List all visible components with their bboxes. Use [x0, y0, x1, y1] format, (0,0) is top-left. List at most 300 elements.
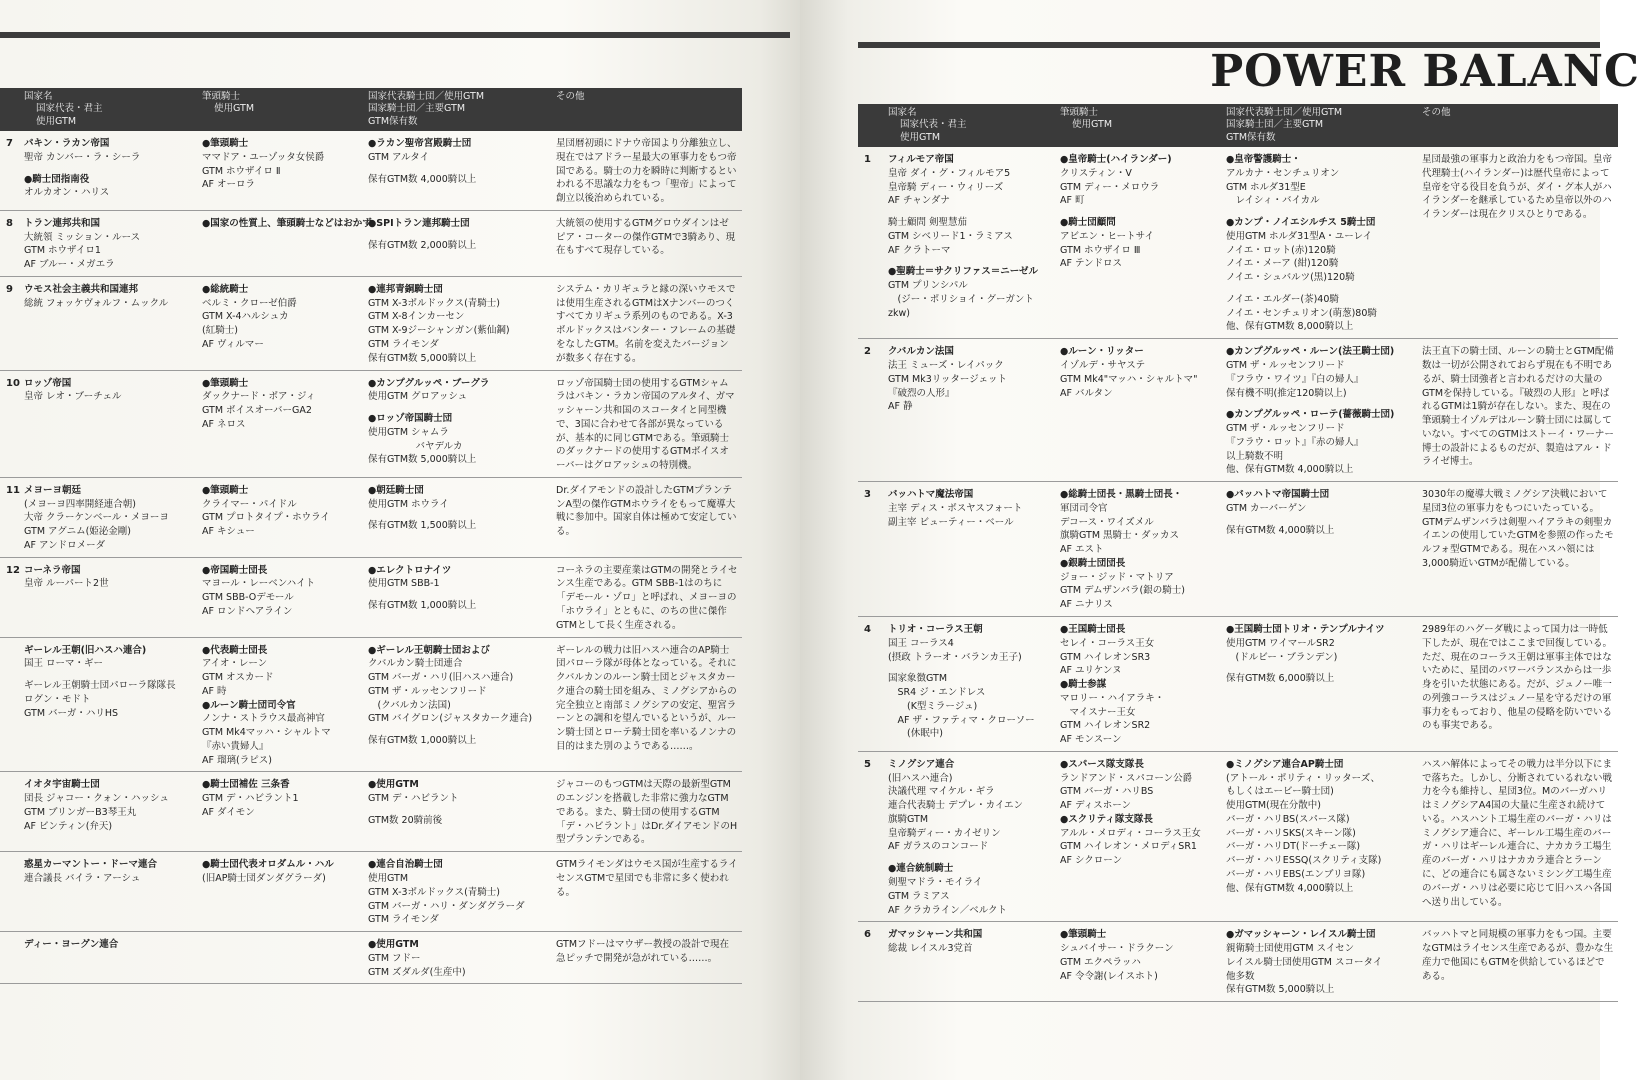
cell-line: AF ブルー・メガエラ: [24, 259, 115, 271]
cell-line: ノイエ・センチュリオン(萌葱)80騎: [1226, 307, 1377, 319]
cell-line: AF バルタン: [1060, 387, 1113, 399]
cell-line: パキン・ラカン帝国: [24, 138, 110, 150]
cell-line: AF 静: [888, 401, 913, 413]
cell-line: ●カンプグルッペ・ローテ(薔薇騎士団): [1226, 409, 1395, 421]
other-text: システム・カリギュラと縁の深いウモスでは使用生産されるGTMはXナンバーのつくすべてカリギュラ系列のものである。X-3ボルドックスはバンター・フレームの基礎をなしたGTM。名前を変えたバージョンが数多く存在する。: [556, 283, 736, 364]
left-header-row: [0, 88, 742, 131]
country-cell: [20, 852, 198, 932]
cell-line: [24, 671, 194, 679]
cell-line: セレイ・コーラス王女: [1060, 637, 1155, 649]
cell-line: [368, 726, 548, 734]
cell-line: GTM X-9ジーシャンガン(紫仙鋼): [368, 325, 510, 337]
other-text: バッハトマと同規模の軍事力をもつ国。主要なGTMはライセンス生産であるが、豊かな生産力で他国にもGTMを供給しているほどである。: [1422, 929, 1614, 982]
cell-line: マヨール・レーベンハイト: [202, 578, 316, 590]
rep-cell: [364, 131, 552, 210]
rep-cell: [364, 276, 552, 370]
cell-line: オルカオン・ハリス: [24, 187, 110, 199]
table-row: [0, 852, 742, 932]
cell-line: 主宰 ディス・ボスヤスフォート: [888, 502, 1023, 514]
cell-line: 保有GTM数 1,000騎以上: [368, 735, 477, 747]
cell-line: ●筆頭騎士: [202, 377, 249, 389]
cell-line: ●SPIトラン連邦騎士団: [368, 217, 470, 229]
cell-line: AF クラカライン／ベルクト: [888, 904, 1008, 916]
cell-line: GTM ブリンガーB3琴王丸: [24, 806, 137, 818]
other-text: Dr.ダイアモンドの設計したGTMプランテンA型の傑作GTMホウライをもって魔導大戦に参加中。国家自体は極めて安定している。: [556, 484, 737, 538]
rep-cell: [1222, 482, 1418, 617]
cell-line: ●連合統制騎士: [888, 863, 954, 875]
cell-line: ●聖騎士＝サクリファス＝ニーゼル: [888, 266, 1039, 278]
cell-line: トリオ・コーラス王朝: [888, 624, 983, 635]
cell-line: (休眠中): [888, 728, 943, 740]
cell-line: 決議代理 マイケル・ギラ: [888, 786, 995, 798]
cell-line: GTM フドー: [368, 952, 421, 964]
cell-line: 他、保有GTM数 4,000騎以上: [1226, 882, 1354, 894]
country-cell: [20, 477, 198, 557]
cell-line: 大統領 ミッション・ルース: [24, 231, 141, 243]
cell-line: GTM ザ・ルッセンフリード: [1226, 359, 1345, 371]
cell-line: ●ルーン騎士団司令官: [202, 699, 296, 711]
rep-cell: [1222, 617, 1418, 752]
cell-line: ●国家の性質上、筆頭騎士などはおかず。: [202, 217, 381, 229]
cell-line: ノイエ・ロット(赤)120騎: [1226, 244, 1336, 256]
row-number: 7: [0, 131, 20, 210]
cell-line: GTM ズダルダ(生産中): [368, 966, 466, 978]
cell-line: [368, 231, 548, 239]
cell-line: 保有GTM数 5,000騎以上: [368, 352, 477, 364]
row-number: 8: [0, 210, 20, 276]
cell-line: クバルカン騎士団連合: [368, 658, 463, 670]
right-header-row: [858, 104, 1618, 147]
cell-line: (ドルビー・ブランデン): [1226, 651, 1338, 663]
country-cell: [20, 370, 198, 477]
cell-line: ●エレクトロナイツ: [368, 564, 452, 576]
country-cell: [884, 339, 1056, 482]
cell-line: [368, 165, 548, 173]
cell-line: [1226, 285, 1414, 293]
knight-cell: [1056, 751, 1222, 921]
cell-line: 『フラウ・ワイツ』『白の婦人』: [1226, 373, 1364, 385]
cell-line: GTM バーガ・ハリ(旧ハスハ連合): [368, 672, 514, 684]
cell-line: GTM デ・ハビラント: [368, 793, 459, 805]
table-row: [858, 751, 1618, 921]
cell-line: 保有GTM数 1,500騎以上: [368, 520, 477, 532]
cell-line: ギーレル王朝騎士団パローラ隊隊長: [24, 680, 176, 692]
cell-line: コーネラ帝国: [24, 564, 81, 576]
table-row: [858, 922, 1618, 1002]
other-text: 星団暦初頭にドナウ帝国より分離独立し、現在ではアドラー星最大の軍事力をもつ帝国である。騎士の力を瞬時に判断するといわれる不思議な力をもつ「聖帝」によって創立以後治められている。: [556, 138, 737, 205]
cell-line: AF 令令謝(レイスホト): [1060, 970, 1158, 982]
other-cell: [1418, 922, 1618, 1002]
table-row: [858, 482, 1618, 617]
cell-line: GTM Mk4マッハ・シャルトマ: [202, 727, 331, 739]
other-cell: [1418, 147, 1618, 339]
power-balance-heading: POWER BALANC: [1210, 46, 1640, 97]
other-cell: [552, 932, 742, 984]
cell-line: 保有機不明(推定120騎以上): [1226, 387, 1347, 399]
other-text: 星団最強の軍事力と政治力をもつ帝国。皇帝代理騎士(ハイランダー)は歴代皇帝によって皇帝を守る役目を負うが、ダイ・グ本人がハイランダーを継承しているため皇帝以外のハイランダーは現在クリスひとりである。: [1422, 154, 1613, 221]
cell-line: 惑星カーマントー・ドーマ連合: [24, 859, 158, 871]
cell-line: ●騎士参謀: [1060, 679, 1107, 691]
row-number: 9: [0, 276, 20, 370]
row-number: 10: [0, 370, 20, 477]
cell-line: 使用GTM SBB-1: [368, 578, 440, 590]
cell-line: AF アンドロメーダ: [24, 539, 106, 551]
cell-line: AF ヴィルマー: [202, 338, 264, 350]
cell-line: ●ミノグシア連合AP騎士団: [1226, 758, 1344, 770]
cell-line: AF ディスホーン: [1060, 800, 1132, 812]
cell-line: ●皇帝騎士(ハイランダー): [1060, 154, 1172, 166]
cell-line: ディー・ヨーグン連合: [24, 939, 119, 951]
other-cell: [552, 276, 742, 370]
cell-line: GTM ザ・ルッセンフリード: [1226, 423, 1345, 435]
cell-line: ダックナード・ボア・ジィ: [202, 391, 316, 403]
other-text: GTMライモンダはウモス国が生産するライセンスGTMで星団でも非常に多く使われる。: [556, 859, 738, 898]
cell-line: AF クラトーマ: [888, 244, 951, 256]
cell-line: (摂政 トラーオ・バランカ王子): [888, 651, 1022, 663]
cell-line: GTM数 20騎前後: [368, 814, 443, 826]
row-number: 5: [858, 751, 884, 921]
cell-line: 『破烈の人形』: [888, 387, 955, 399]
cell-line: 保有GTM数 4,000騎以上: [1226, 524, 1335, 536]
cell-line: ●王国騎士団長: [1060, 624, 1126, 635]
cell-line: ●筆頭騎士: [202, 138, 249, 150]
cell-line: ●筆頭騎士: [202, 484, 249, 496]
cell-line: ●帝国騎士団長: [202, 564, 268, 576]
cell-line: アビエン・ヒートサイ: [1060, 230, 1154, 242]
row-number: [0, 932, 20, 984]
other-text: ギーレルの戦力は旧ハスハ連合のAP騎士団パローラ隊が母体となっている。それにクバルカンのルーン騎士団とジャスタカーク連合の騎士団を組み、ミノグシアからの完全独立と南部ミノグシアの安定、聖宮ラーンとの調和を望んでいるというが、ルーン騎士団とローテ騎士団を率いるノンナの目的はまた別のようである……。: [556, 644, 737, 752]
cell-line: ウモス社会主義共和国連邦: [24, 283, 139, 295]
other-cell: [552, 210, 742, 276]
cell-line: 『フラウ・ロット』『赤の婦人』: [1226, 436, 1364, 448]
cell-line: ●ルーン・リッター: [1060, 346, 1144, 358]
cell-line: レイシィ・バイカル: [1226, 195, 1320, 207]
rep-cell: [364, 477, 552, 557]
country-cell: [20, 131, 198, 210]
other-text: ロッゾ帝国騎士団の使用するGTMシャムラはパキン・ラカン帝国のアルタイ、ガマッシャーン共和国のスコータイと同型機で、3国に合わせて各部が異なっているが、基本的に同じGTMである。筆頭騎士のダックナードの使用するGTMボイスオーバーはグロアッシュの特別機。: [556, 377, 735, 472]
cell-line: 皇帝 レオ・ブーチェル: [24, 391, 122, 403]
cell-line: 旗騎GTM 黒騎士・ダッカス: [1060, 530, 1180, 542]
knight-cell: [1056, 922, 1222, 1002]
knight-cell: [198, 370, 364, 477]
rep-cell: [1222, 147, 1418, 339]
cell-line: イオタ宇宙騎士団: [24, 779, 100, 791]
cell-line: 連合議長 バイラ・アーシュ: [24, 873, 141, 885]
table-row: [0, 477, 742, 557]
cell-line: GTM Mk4"マッハ・シャルトマ": [1060, 373, 1198, 385]
cell-line: GTM デムザンバラ(銀の騎士): [1060, 585, 1185, 597]
cell-line: GTM X-4ハルシュカ: [202, 311, 289, 323]
cell-line: ●騎士団指南役: [24, 173, 90, 185]
right-header-num: [858, 104, 884, 147]
cell-line: ●王国騎士団トリオ・テンプルナイツ: [1226, 624, 1385, 635]
cell-line: GTM ライモンダ: [368, 914, 439, 926]
cell-line: [368, 591, 548, 599]
cell-line: [368, 511, 548, 519]
cell-line: 剣聖マドラ・モイライ: [888, 877, 983, 889]
knight-cell: [198, 772, 364, 852]
knight-cell: [198, 637, 364, 772]
cell-line: AF ザ・ファティマ・クローソー: [888, 714, 1035, 726]
cell-line: GTM オスカード: [202, 672, 274, 684]
cell-line: ●使用GTM: [368, 779, 419, 791]
row-number: 2: [858, 339, 884, 482]
other-cell: [1418, 617, 1618, 752]
cell-line: デコース・ワイズメル: [1060, 516, 1154, 528]
rep-cell: [1222, 339, 1418, 482]
knight-cell: [198, 477, 364, 557]
table-row: [0, 772, 742, 852]
row-number: 6: [858, 922, 884, 1002]
cell-line: [1226, 516, 1414, 524]
cell-line: メヨーヨ朝廷: [24, 484, 82, 496]
cell-line: GTM ラミアス: [888, 890, 950, 902]
cell-line: GTM X-3ボルドックス(青騎士): [368, 886, 500, 898]
cell-line: ママドア・ユーゾッタ女侯爵: [202, 151, 325, 163]
cell-line: 他多数: [1226, 970, 1255, 982]
other-text: ジャコーのもつGTMは天際の最新型GTMのエンジンを搭載した非常に強力なGTMである。また、騎士団の使用するGTM「デ・ハビラント」はDr.ダイアモンドのH型プランテンである。: [556, 779, 738, 846]
other-text: コーネラの主要産業はGTMの開発とライセンス生産である。GTM SBB-1はのちに「デモール・ゾロ」と呼ばれ、メヨーヨの「ホウライ」とともに、のちの世に傑作GTMとして長く生産される。: [556, 564, 738, 631]
cell-line: AF ガラスのコンコード: [888, 841, 989, 853]
other-cell: [552, 131, 742, 210]
other-text: ハスハ解体によってその戦力は半分以下にまで落ちた。しかし、分断されているれない戦力を今も維持し、星団3位。MのバーガハリはミノグシアA4国の大量に生産され続けている。ハスハント工場生産のバーガ・ハリはミノグシア連合に、ギーレル工場生産のバーガ・ハリはギーレル連合に、ナカカラ工場生産のバーガ・ハリはナカカラ連合とラーンに、どの連合にも属さないミシング工場生産のバーガ・ハリは必要に応じて旧ハスハ各国へ送り出している。: [1422, 758, 1613, 908]
cell-line: 大帝 クラーケンベール・メヨーヨ: [24, 512, 169, 524]
cell-line: 保有GTM数 6,000騎以上: [1226, 673, 1335, 685]
cell-line: イゾルデ・サヤステ: [1060, 359, 1146, 371]
table-row: [0, 932, 742, 984]
other-text: 法王直下の騎士団、ルーンの騎士とGTM配備数は一切が公開されておらず現在も不明であるが、騎士団強者と言われるだけの大量のGTMを保持している。『破烈の人形』と呼ばれるGTMは1騎が存在しない。また、現在の筆頭騎士イゾルデはルーン騎士団には属していない。すべてのGTMはストーイ・ワーナー博士の設計によるものだが、製造はアル・ドライゼ博士。: [1422, 346, 1614, 468]
cell-line: バーガ・ハリBS(スパース隊): [1226, 813, 1350, 825]
other-cell: [552, 370, 742, 477]
left-page: [0, 0, 800, 1080]
rep-cell: [364, 852, 552, 932]
cell-line: 聖帝 カンバー・ラ・シーラ: [24, 151, 141, 163]
rep-cell: [364, 370, 552, 477]
cell-line: 総裁 レイスル3党首: [888, 943, 973, 955]
table-row: [0, 131, 742, 210]
right-page: [800, 0, 1640, 1080]
knight-cell: [1056, 617, 1222, 752]
cell-line: AF シクローン: [1060, 855, 1123, 867]
knight-cell: [1056, 482, 1222, 617]
left-header-knight: 筆頭騎士 使用GTM: [198, 88, 364, 131]
cell-line: ●総騎士団長・黒騎士団長・: [1060, 489, 1183, 501]
cell-line: 国王 ローマ・ギー: [24, 658, 104, 670]
country-cell: [884, 617, 1056, 752]
right-header-other: その他: [1418, 104, 1618, 147]
cell-line: ●代表騎士団長: [202, 644, 268, 656]
cell-line: SR4 ジ・エンドレス: [888, 687, 986, 699]
cell-line: (クバルカン法国): [368, 699, 451, 711]
cell-line: 保有GTM数 1,000騎以上: [368, 600, 477, 612]
cell-line: バッハトマ魔法帝国: [888, 489, 974, 501]
cell-line: ●使用GTM: [368, 939, 419, 951]
cell-line: [24, 165, 194, 173]
cell-line: 使用GTM ホルダ31型A・ユーレイ: [1226, 230, 1373, 242]
other-cell: [552, 637, 742, 772]
cell-line: ●カンプグルッペ・ブーグラ: [368, 377, 490, 389]
other-text: GTMフドーはマウザー教授の設計で現在急ピッチで開発が急がれている……。: [556, 939, 730, 964]
cell-line: 他、保有GTM数 4,000騎以上: [1226, 464, 1354, 476]
left-header-num: [0, 88, 20, 131]
cell-line: ノイエ・シュバルツ(黒)120騎: [1226, 272, 1355, 284]
cell-line: [888, 257, 1052, 265]
cell-line: 使用GTM シャムラ: [368, 426, 449, 438]
right-table: [858, 104, 1618, 1002]
cell-line: 軍団司令官: [1060, 502, 1108, 514]
cell-line: バーガ・ハリDT(ドーチェー隊): [1226, 841, 1361, 853]
knight-cell: [198, 276, 364, 370]
cell-line: AF テンドロス: [1060, 258, 1123, 270]
cell-line: 保有GTM数 4,000騎以上: [368, 173, 477, 185]
cell-line: 旗騎GTM: [888, 813, 929, 825]
other-cell: [1418, 751, 1618, 921]
cell-line: [1226, 664, 1414, 672]
cell-line: (ジー・ポリショイ・グーガント: [888, 293, 1034, 305]
cell-line: GTM X-3ボルドックス(青騎士): [368, 297, 500, 309]
cell-line: GTM ディー・メロウラ: [1060, 181, 1160, 193]
cell-line: [888, 664, 1052, 672]
country-cell: [884, 147, 1056, 339]
cell-line: マロリー・ハイアラキ・: [1060, 692, 1165, 704]
cell-line: GTM デ・ハビラント1: [202, 793, 299, 805]
cell-line: GTM ハイレオン・メロディSR1: [1060, 841, 1197, 853]
cell-line: レイスル騎士団使用GTM スコータイ: [1226, 956, 1383, 968]
rep-cell: [364, 772, 552, 852]
cell-line: ロッゾ帝国: [24, 377, 72, 389]
cell-line: ガマッシャーン共和国: [888, 929, 983, 941]
left-table: [0, 88, 742, 984]
row-number: 12: [0, 557, 20, 637]
cell-line: クバルカン法国: [888, 346, 954, 358]
knight-cell: [198, 557, 364, 637]
cell-line: AF 時: [202, 685, 227, 697]
cell-line: 『赤い貴婦人』: [202, 740, 269, 752]
cell-line: 皇帝騎ディー・カイゼリン: [888, 827, 1001, 839]
cell-line: 親衛騎士団使用GTM スイセン: [1226, 943, 1355, 955]
cell-line: アイオ・レーン: [202, 658, 268, 670]
table-row: [0, 210, 742, 276]
row-number: 11: [0, 477, 20, 557]
country-cell: [20, 637, 198, 772]
cell-line: ベルミ・クローゼ伯爵: [202, 297, 297, 309]
cell-line: GTM バーガ・ハリ・ダンダグラーダ: [368, 900, 525, 912]
cell-line: AF 町: [1060, 195, 1085, 207]
cell-line: ●連合自治騎士団: [368, 859, 443, 871]
cell-line: ●ガマッシャーン・レイスル騎士団: [1226, 929, 1376, 941]
cell-line: ログン・モドト: [24, 693, 91, 705]
cell-line: マイスナー王女: [1060, 706, 1136, 718]
cell-line: AF エスト: [1060, 544, 1104, 556]
country-cell: [884, 482, 1056, 617]
knight-cell: [198, 852, 364, 932]
cell-line: zkw): [888, 307, 910, 319]
cell-line: GTM ザ・ルッセンフリード: [368, 685, 487, 697]
table-row: [0, 276, 742, 370]
cell-line: GTM バーガ・ハリBS: [1060, 786, 1154, 798]
cell-line: GTM ハイレオンSR3: [1060, 651, 1151, 663]
cell-line: ●バッハトマ帝国騎士団: [1226, 489, 1330, 501]
country-cell: [20, 210, 198, 276]
cell-line: (旧AP騎士団ダンダグラーダ): [202, 873, 326, 885]
cell-line: [888, 854, 1052, 862]
cell-line: もしくはエービー騎士団): [1226, 786, 1334, 798]
cell-line: AF キシュー: [202, 526, 255, 538]
row-number: [0, 637, 20, 772]
country-cell: [20, 772, 198, 852]
left-header-rep: 国家代表騎士団／使用GTM 国家騎士団／主要GTM GTM保有数: [364, 88, 552, 131]
cell-line: ジョー・ジッド・マトリア: [1060, 571, 1174, 583]
cell-line: バーガ・ハリESSQ(スクリティ支隊): [1226, 855, 1382, 867]
cell-line: 使用GTM ホウライ: [368, 498, 449, 510]
cell-line: ランドアンド・スパコーン公爵: [1060, 772, 1193, 784]
cell-line: 総統 フォッケヴォルフ・ムックル: [24, 297, 169, 309]
rep-cell: [1222, 922, 1418, 1002]
rep-cell: [1222, 751, 1418, 921]
cell-line: アルル・メロディ・コーラス王女: [1060, 827, 1201, 839]
cell-line: シュバイサー・ドラクーン: [1060, 943, 1174, 955]
cell-line: ●スクリティ隊支隊長: [1060, 813, 1153, 825]
cell-line: AF ニナリス: [1060, 599, 1113, 611]
cell-line: 連合代表騎士 デプレ・カイエン: [888, 800, 1023, 812]
cell-line: 騎士顧問 剣聖慧茄: [888, 217, 968, 229]
knight-cell: [1056, 147, 1222, 339]
cell-line: クライマー・パイドル: [202, 498, 297, 510]
cell-line: AF ビンティン(弁天): [24, 820, 113, 832]
cell-line: ●筆頭騎士: [1060, 929, 1107, 941]
cell-line: [1226, 400, 1414, 408]
cell-line: (紅騎士): [202, 325, 238, 337]
cell-line: (K型ミラージュ): [888, 700, 978, 712]
cell-line: ●ロッゾ帝国騎士団: [368, 413, 453, 425]
cell-line: ●騎士団代表オロダムル・ハル: [202, 859, 334, 871]
rep-cell: [364, 932, 552, 984]
cell-line: AF 瑠璃(ラピス): [202, 754, 272, 766]
cell-line: 使用GTM(現在分散中): [1226, 800, 1321, 812]
cell-line: GTM カーバーゲン: [1226, 502, 1307, 514]
cell-line: GTM ホウザイロ Ⅱ: [202, 165, 281, 177]
cell-line: GTM ホウザイロ1: [24, 245, 101, 257]
cell-line: GTM ライモンダ: [368, 338, 439, 350]
cell-line: ギーレル王朝(旧ハスハ連合): [24, 644, 147, 656]
top-rule-left: [0, 32, 790, 38]
cell-line: ●カンプグルッペ・ルーン(法王騎士団): [1226, 346, 1395, 358]
cell-line: 使用GTM: [368, 873, 409, 885]
table-row: [0, 637, 742, 772]
cell-line: [888, 208, 1052, 216]
cell-line: ●カンプ・ノイエシルチス 5騎士団: [1226, 217, 1376, 229]
cell-line: (メヨーヨ四率開経連合朝): [24, 498, 136, 510]
cell-line: ノイエ・メーア (紺)120騎: [1226, 258, 1339, 270]
knight-cell: [198, 932, 364, 984]
cell-line: [368, 404, 548, 412]
cell-line: 以上騎数不明: [1226, 450, 1284, 462]
cell-line: ●総統騎士: [202, 283, 249, 295]
knight-cell: [1056, 339, 1222, 482]
row-number: 3: [858, 482, 884, 617]
cell-line: AF ネロス: [202, 418, 246, 430]
knight-cell: [198, 210, 381, 276]
cell-line: ノイエ・エルダー(茶)40騎: [1226, 293, 1339, 305]
cell-line: ●騎士団顧問: [1060, 217, 1116, 229]
cell-line: ミノグシア連合: [888, 758, 955, 770]
cell-line: ●ギーレル王朝騎士団および: [368, 644, 490, 656]
cell-line: 保有GTM数 5,000騎以上: [368, 454, 477, 466]
row-number: 4: [858, 617, 884, 752]
rep-cell: [364, 557, 552, 637]
cell-line: ●連邦青銅騎士団: [368, 283, 443, 295]
left-header-country: 国家名 国家代表・君主 使用GTM: [20, 88, 198, 131]
